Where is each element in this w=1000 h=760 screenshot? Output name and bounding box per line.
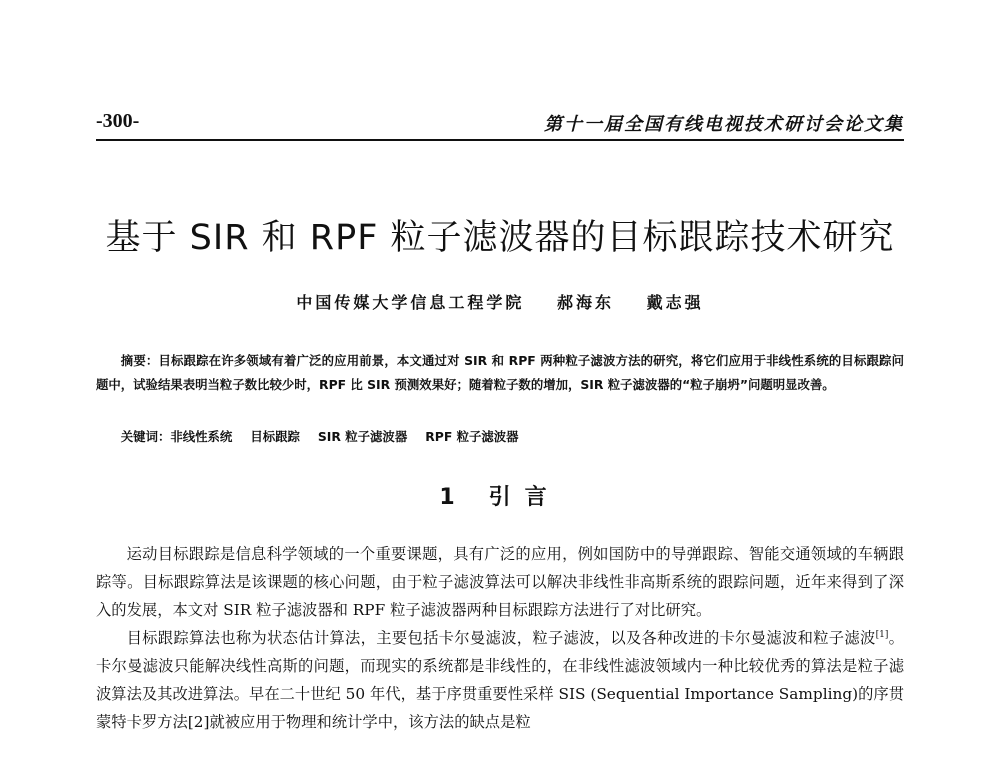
section-heading bbox=[0, 480, 1000, 511]
body-paragraph bbox=[96, 624, 904, 736]
journal-name: 第十一届全国有线电视技术研讨会论文集 bbox=[544, 114, 904, 135]
author-name: 戴志强 bbox=[646, 293, 704, 312]
keyword: RPF 粒子滤波器 bbox=[425, 429, 519, 444]
body-text bbox=[96, 540, 904, 736]
paragraph-text: 目标跟踪算法也称为状态估计算法，主要包括卡尔曼滤波，粒子滤波，以及各种改进的卡尔曼滤波和粒子滤波 bbox=[126, 629, 876, 647]
keywords bbox=[96, 427, 904, 447]
paper-title: 基于 SIR 和 RPF 粒子滤波器的目标跟踪技术研究 bbox=[105, 218, 895, 258]
author-name: 郝海东 bbox=[556, 293, 614, 312]
section-title: 引言 bbox=[488, 485, 561, 510]
paragraph-text: 。卡尔曼滤波只能解决线性高斯的问题，而现实的系统都是非线性的，在非线性滤波领域内一种比较优秀的算法是粒子滤波算法及其改进算法。早在二十世纪 50 年代，基于序贯重要性采样 SIS (Sequential Importance Sampling)的序贯蒙特卡罗方法[2]就被应用于物理和统计学中，该方法的缺点是粒 bbox=[96, 629, 904, 731]
abstract-label: 摘要： bbox=[120, 353, 159, 368]
keyword: 非线性系统 bbox=[170, 429, 233, 444]
page-number: -300- bbox=[96, 110, 140, 132]
abstract-text: 目标跟踪在许多领域有着广泛的应用前景，本文通过对 SIR 和 RPF 两种粒子滤波方法的研究，将它们应用于非线性系统的目标跟踪问题中，试验结果表明当粒子数比较少时，RPF 比 SIR 预测效果好；随着粒子数的增加，SIR 粒子滤波器的“粒子崩坍”问题明显改善。 bbox=[96, 353, 905, 392]
body-paragraph: 运动目标跟踪是信息科学领域的一个重要课题，具有广泛的应用，例如国防中的导弹跟踪、智能交通领域的车辆跟踪等。目标跟踪算法是该课题的核心问题，由于粒子滤波算法可以解决非线性非高斯系统的跟踪问题，近年来得到了深入的发展，本文对 SIR 粒子滤波器和 RPF 粒子滤波器两种目标跟踪方法进行了对比研究。 bbox=[96, 545, 904, 619]
header-rule bbox=[96, 139, 904, 141]
author-affiliation: 中国传媒大学信息工程学院 bbox=[296, 293, 525, 312]
author-line bbox=[0, 290, 1000, 313]
keyword: SIR 粒子滤波器 bbox=[317, 429, 408, 444]
keywords-label: 关键词： bbox=[120, 429, 171, 444]
citation-ref: [1] bbox=[875, 629, 889, 640]
abstract bbox=[96, 349, 904, 397]
section-number: 1 bbox=[439, 485, 469, 510]
running-header bbox=[96, 108, 904, 138]
keyword: 目标跟踪 bbox=[250, 429, 300, 444]
